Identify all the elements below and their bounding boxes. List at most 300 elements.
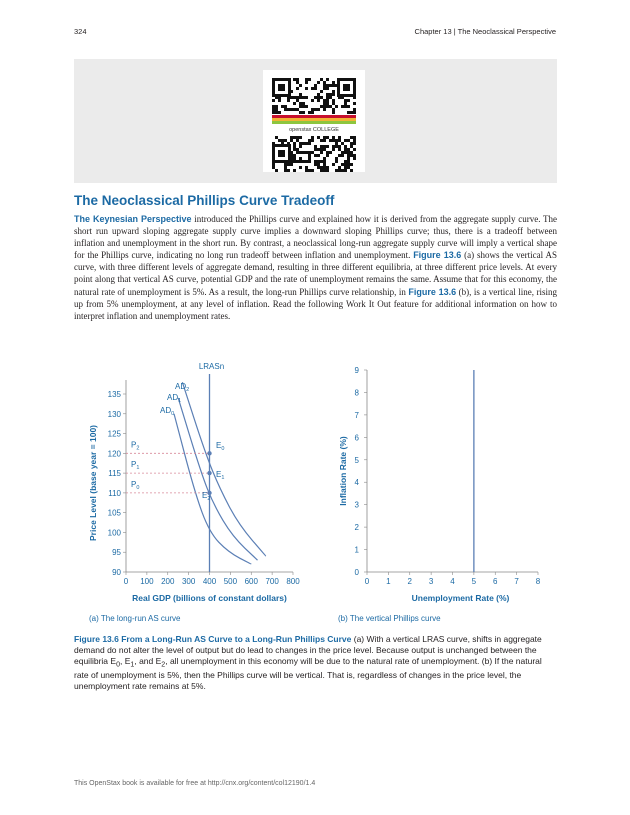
qr-module (320, 105, 323, 108)
qr-module (320, 166, 323, 169)
qr-module (296, 148, 299, 151)
qr-module (317, 99, 320, 102)
qr-module (323, 160, 326, 163)
qr-module (296, 151, 299, 154)
qr-module (344, 169, 347, 172)
qr-module (320, 145, 323, 148)
qr-finder-pattern (278, 150, 285, 157)
b-x-tick-label: 0 (364, 577, 370, 586)
qr-module (299, 84, 302, 87)
qr-module (305, 151, 308, 154)
qr-bottom-modules (272, 136, 356, 172)
a-y-tick-label: 115 (108, 469, 121, 479)
qr-module (296, 99, 299, 102)
a-x-tick-label: 200 (161, 577, 175, 586)
qr-logo-stripe-green (272, 121, 356, 124)
a-x-tick-label: 800 (286, 577, 300, 586)
qr-module (293, 78, 296, 81)
qr-module (308, 169, 311, 172)
qr-code[interactable] (263, 70, 365, 172)
qr-module (320, 90, 323, 93)
qr-module (284, 139, 287, 142)
qr-module (347, 163, 350, 166)
figure-caption (74, 634, 557, 692)
b-y-tick-label: 5 (354, 455, 359, 465)
qr-module (272, 111, 275, 114)
qr-module (338, 139, 341, 142)
qr-module (329, 93, 332, 96)
ad-label: $AD_2$ (175, 382, 190, 393)
qr-module (344, 102, 347, 105)
qr-module (287, 99, 290, 102)
caption-sub-2: 2 (161, 660, 166, 669)
a-y-tick-label: 100 (107, 528, 121, 538)
qr-module (299, 102, 302, 105)
a-x-tick-label: 600 (244, 577, 258, 586)
qr-module (353, 142, 356, 145)
qr-module (323, 105, 326, 108)
qr-module (323, 145, 326, 148)
qr-module (326, 87, 329, 90)
chapter-header: Chapter 13 | The Neoclassical Perspective (414, 27, 556, 36)
paragraph-text-2: (a) shows the vertical AS curve, with three different levels of aggregate demand, resulting in three different equilibria, at three different price levels. At every point along that vertical AS curve, potential GDP and the rate of unemployment remains the same. Assume that for this economy, the natural rate of unemployment is 5%. As a result, the long-run Phillips curve relationship, in (74, 250, 557, 297)
caption-label: Figure 13.6 From a Long-Run AS Curve to a Long-Run Phillips Curve (74, 634, 352, 644)
qr-module (305, 142, 308, 145)
qr-module (317, 160, 320, 163)
caption-text-2: , E (120, 655, 131, 666)
qr-module (305, 105, 308, 108)
qr-module (323, 136, 326, 139)
qr-module (281, 105, 284, 108)
price-level-label: $P_1$ (131, 460, 140, 472)
ad-curve-0 (174, 414, 251, 564)
caption-text-4: , all unemployment in this economy will be due to the natural rate of unemployment. (b) If the natural rate of unemployment is 5%, then the Phillips curve will be vertical. That is, regardless of changes in the price level, the unemployment rate remains at 5%. (74, 655, 542, 691)
caption-text-3: , and E (134, 655, 162, 666)
qr-module (293, 108, 296, 111)
paragraph-text-3: (b), is a vertical line, rising up from 5% unemployment, at any level of inflation. Read the following Work It Out feature for additional information on how to interpret inflation and unemployment rates. (74, 286, 557, 321)
equilibrium-point (207, 451, 211, 455)
qr-module (311, 99, 314, 102)
qr-module (302, 102, 305, 105)
qr-module (314, 145, 317, 148)
qr-module (350, 145, 353, 148)
qr-module (323, 148, 326, 151)
qr-module (350, 163, 353, 166)
qr-module (353, 102, 356, 105)
qr-module (308, 160, 311, 163)
qr-module (293, 96, 296, 99)
qr-module (272, 163, 275, 166)
qr-module (317, 136, 320, 139)
a-y-axis-label: Price Level (base year = 100) (88, 424, 98, 542)
qr-module (290, 163, 293, 166)
b-y-tick-label: 7 (354, 410, 359, 420)
qr-module (347, 139, 350, 142)
qr-module (326, 166, 329, 169)
a-x-tick-label: 300 (181, 577, 196, 586)
qr-module (314, 84, 317, 87)
qr-module (320, 151, 323, 154)
qr-module (326, 99, 329, 102)
b-subtitle: (b) The vertical Phillips curve (338, 614, 441, 623)
a-y-tick-label: 90 (112, 568, 121, 577)
a-y-tick-label: 110 (108, 488, 121, 498)
qr-module (338, 154, 341, 157)
qr-module (293, 102, 296, 105)
qr-module (272, 99, 275, 102)
a-y-tick-label: 130 (107, 409, 121, 419)
b-y-tick-label: 2 (354, 523, 359, 533)
qr-module (287, 169, 290, 172)
qr-module (308, 154, 311, 157)
qr-module (272, 105, 275, 108)
qr-module (302, 105, 305, 108)
qr-module (311, 108, 314, 111)
qr-module (308, 151, 311, 154)
qr-module (296, 108, 299, 111)
a-y-tick-label: 120 (107, 449, 121, 459)
qr-module (323, 169, 326, 172)
qr-module (347, 148, 350, 151)
qr-module (296, 160, 299, 163)
qr-module (296, 87, 299, 90)
qr-module (347, 157, 350, 160)
b-y-tick-label: 4 (354, 478, 359, 488)
qr-module (353, 108, 356, 111)
qr-module (326, 151, 329, 154)
qr-module (344, 148, 347, 151)
qr-module (347, 166, 350, 169)
qr-module (326, 136, 329, 139)
qr-module (347, 105, 350, 108)
qr-top-modules (272, 78, 356, 114)
page-number: 324 (74, 27, 87, 36)
qr-module (317, 96, 320, 99)
qr-module (302, 160, 305, 163)
qr-module (338, 145, 341, 148)
qr-module (326, 78, 329, 81)
qr-module (308, 111, 311, 114)
qr-module (320, 78, 323, 81)
qr-module (302, 96, 305, 99)
qr-module (308, 142, 311, 145)
qr-module (305, 96, 308, 99)
qr-module (284, 169, 287, 172)
qr-module (338, 148, 341, 151)
qr-module (344, 151, 347, 154)
qr-module (314, 163, 317, 166)
qr-module (332, 145, 335, 148)
a-x-tick-label: 100 (140, 577, 154, 586)
qr-module (284, 105, 287, 108)
qr-module (335, 157, 338, 160)
qr-module (299, 136, 302, 139)
qr-module (344, 145, 347, 148)
qr-module (341, 154, 344, 157)
qr-module (311, 111, 314, 114)
qr-module (335, 139, 338, 142)
qr-code-icon (263, 70, 365, 172)
qr-module (326, 145, 329, 148)
qr-module (302, 142, 305, 145)
qr-finder-pattern (343, 84, 350, 91)
qr-module (338, 166, 341, 169)
qr-module (347, 154, 350, 157)
qr-module (317, 166, 320, 169)
a-y-tick-label: 125 (107, 429, 121, 439)
equilibrium-point (207, 471, 211, 475)
qr-module (323, 157, 326, 160)
a-x-tick-label: 700 (265, 577, 279, 586)
ad-label: $AD_1$ (167, 393, 182, 404)
qr-module (305, 81, 308, 84)
qr-module (305, 78, 308, 81)
b-y-axis-label: Inflation Rate (%) (338, 436, 348, 506)
b-x-axis-label: Unemployment Rate (%) (411, 593, 510, 603)
qr-module (287, 108, 290, 111)
qr-module (314, 87, 317, 90)
qr-module (347, 151, 350, 154)
qr-module (299, 142, 302, 145)
qr-module (293, 136, 296, 139)
b-y-tick-label: 8 (354, 388, 359, 398)
qr-module (320, 139, 323, 142)
qr-module (335, 105, 338, 108)
qr-module (344, 139, 347, 142)
qr-module (287, 163, 290, 166)
qr-module (293, 145, 296, 148)
qr-module (323, 87, 326, 90)
qr-module (323, 102, 326, 105)
price-level-label: $P_2$ (131, 440, 140, 452)
qr-module (311, 139, 314, 142)
b-x-tick-label: 4 (450, 577, 455, 586)
qr-module (350, 154, 353, 157)
qr-module (320, 96, 323, 99)
qr-module (344, 105, 347, 108)
qr-module (341, 169, 344, 172)
ad-label: $AD_0$ (160, 406, 175, 417)
qr-module (299, 160, 302, 163)
qr-module (311, 169, 314, 172)
equilibrium-label: $E_2$ (202, 491, 211, 502)
qr-module (332, 139, 335, 142)
qr-module (278, 139, 281, 142)
qr-module (278, 99, 281, 102)
qr-module (332, 136, 335, 139)
b-y-tick-label: 3 (354, 500, 359, 510)
qr-module (311, 87, 314, 90)
qr-module (347, 160, 350, 163)
qr-module (332, 148, 335, 151)
qr-module (329, 105, 332, 108)
qr-module (317, 163, 320, 166)
qr-module (305, 169, 308, 172)
a-x-axis-label: Real GDP (billions of constant dollars) (132, 593, 287, 603)
qr-module (326, 96, 329, 99)
qr-module (296, 96, 299, 99)
qr-module (314, 108, 317, 111)
qr-module (290, 108, 293, 111)
qr-module (350, 151, 353, 154)
qr-module (341, 151, 344, 154)
qr-module (293, 142, 296, 145)
b-x-tick-label: 7 (514, 577, 519, 586)
price-level-label: $P_0$ (131, 479, 140, 491)
qr-module (323, 166, 326, 169)
a-y-tick-label: 105 (107, 508, 121, 518)
b-x-tick-label: 6 (493, 577, 498, 586)
qr-module (299, 166, 302, 169)
qr-module (299, 157, 302, 160)
b-x-tick-label: 3 (428, 577, 434, 586)
figure-13-6-link-1[interactable]: Figure 13.6 (413, 250, 462, 261)
qr-module (344, 163, 347, 166)
qr-module (332, 108, 335, 111)
qr-module (326, 102, 329, 105)
qr-logo-stripe-red (272, 115, 356, 118)
qr-module (350, 142, 353, 145)
qr-module (338, 169, 341, 172)
qr-module (329, 151, 332, 154)
qr-module (275, 105, 278, 108)
a-x-tick-label: 400 (202, 577, 217, 586)
a-x-tick-label: 500 (223, 577, 238, 586)
qr-finder-pattern (278, 84, 285, 91)
qr-module (353, 157, 356, 160)
equilibrium-point (207, 491, 211, 495)
qr-module (314, 96, 317, 99)
qr-module (326, 84, 329, 87)
body-paragraph (74, 213, 557, 322)
qr-module (302, 111, 305, 114)
qr-module (323, 163, 326, 166)
a-x-tick-label: 0 (123, 577, 129, 586)
qr-module (314, 160, 317, 163)
keynesian-perspective-link[interactable]: The Keynesian Perspective (74, 214, 192, 224)
qr-module (314, 148, 317, 151)
qr-module (317, 81, 320, 84)
qr-module (311, 136, 314, 139)
qr-module (293, 160, 296, 163)
qr-module (347, 99, 350, 102)
qr-module (275, 169, 278, 172)
qr-module (323, 139, 326, 142)
b-x-tick-label: 8 (535, 577, 541, 586)
b-y-tick-label: 9 (354, 366, 359, 375)
qr-module (353, 148, 356, 151)
footer-url: This OpenStax book is available for free at http://cnx.org/content/col12190/1.4 (74, 780, 316, 787)
qr-module (293, 148, 296, 151)
qr-module (350, 111, 353, 114)
qr-module (335, 169, 338, 172)
qr-module (305, 166, 308, 169)
qr-module (284, 108, 287, 111)
qr-module (293, 157, 296, 160)
qr-module (284, 166, 287, 169)
qr-module (323, 84, 326, 87)
qr-module (332, 163, 335, 166)
qr-module (296, 136, 299, 139)
qr-module (338, 136, 341, 139)
qr-module (305, 87, 308, 90)
qr-module (290, 139, 293, 142)
a-y-tick-label: 135 (107, 390, 121, 399)
caption-text-1: (a) With a vertical LRAS curve, shifts in aggregate demand do not alter the level of output but do lead to changes in the price level. Because output is unchanged between the equilibria E (74, 634, 542, 666)
section-title: The Neoclassical Phillips Curve Tradeoff (74, 193, 335, 208)
qr-module (335, 142, 338, 145)
equilibrium-label: $E_0$ (216, 441, 225, 452)
qr-logo-text: openstax COLLEGE (289, 127, 339, 133)
a-subtitle: (a) The long-run AS curve (89, 614, 181, 623)
qr-module (332, 90, 335, 93)
qr-module (311, 151, 314, 154)
qr-module (332, 93, 335, 96)
qr-module (326, 105, 329, 108)
b-x-tick-label: 5 (471, 577, 477, 586)
qr-module (347, 111, 350, 114)
qr-module (329, 84, 332, 87)
qr-module (350, 136, 353, 139)
qr-module (293, 169, 296, 172)
qr-module (317, 148, 320, 151)
qr-module (353, 139, 356, 142)
qr-module (341, 105, 344, 108)
qr-module (326, 169, 329, 172)
b-y-tick-label: 1 (354, 545, 359, 555)
qr-module (317, 154, 320, 157)
chart-b-vertical-phillips (338, 366, 541, 623)
qr-module (308, 78, 311, 81)
equilibrium-label: $E_1$ (216, 470, 225, 481)
qr-module (275, 108, 278, 111)
qr-code-panel (74, 59, 557, 183)
qr-module (353, 136, 356, 139)
qr-module (317, 93, 320, 96)
qr-module (323, 81, 326, 84)
qr-module (299, 105, 302, 108)
qr-module (335, 160, 338, 163)
qr-module (353, 111, 356, 114)
qr-module (320, 148, 323, 151)
qr-module (305, 160, 308, 163)
qr-module (323, 99, 326, 102)
qr-module (344, 160, 347, 163)
qr-module (293, 154, 296, 157)
qr-module (314, 154, 317, 157)
qr-module (323, 108, 326, 111)
ad-curve-2 (182, 382, 265, 556)
qr-module (296, 81, 299, 84)
qr-module (341, 163, 344, 166)
a-y-tick-label: 95 (112, 548, 121, 558)
qr-module (272, 108, 275, 111)
qr-module (332, 81, 335, 84)
b-y-tick-label: 0 (354, 568, 359, 577)
qr-module (329, 139, 332, 142)
ad-curve-1 (178, 398, 257, 560)
figure-13-6-link-2[interactable]: Figure 13.6 (408, 286, 457, 297)
qr-module (320, 160, 323, 163)
b-x-tick-label: 2 (407, 577, 412, 586)
qr-module (299, 151, 302, 154)
chart-a-long-run-as (88, 362, 300, 623)
figure-13-6 (74, 352, 557, 630)
caption-sub-1: 1 (130, 660, 135, 669)
qr-module (332, 99, 335, 102)
qr-module (344, 166, 347, 169)
qr-module (284, 163, 287, 166)
